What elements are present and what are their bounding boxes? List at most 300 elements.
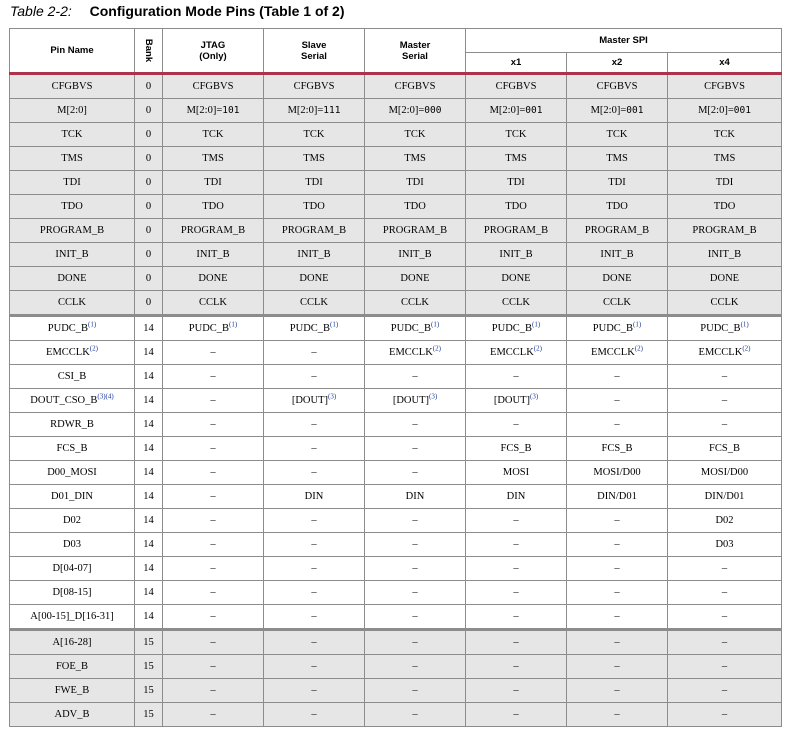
cell-spi-x2: – bbox=[567, 655, 668, 679]
cell-master-serial: TDI bbox=[365, 171, 466, 195]
cell-jtag: – bbox=[163, 461, 264, 485]
table-row bbox=[10, 291, 782, 316]
cell-bank: 0 bbox=[135, 99, 163, 123]
cell-spi-x1: – bbox=[466, 605, 567, 630]
cell-text: PUDC_B bbox=[289, 323, 331, 334]
cell-slave-serial: – bbox=[264, 413, 365, 437]
cell-bank: 14 bbox=[135, 437, 163, 461]
cell-spi-x2: TDI bbox=[567, 171, 668, 195]
cell-master-serial: INIT_B bbox=[365, 243, 466, 267]
cell-jtag: TCK bbox=[163, 123, 264, 147]
cell-jtag: – bbox=[163, 485, 264, 509]
cell-spi-x1 bbox=[466, 99, 567, 123]
footnote-ref[interactable]: (1) bbox=[740, 320, 749, 329]
mode-value: 000 bbox=[424, 105, 442, 116]
cell-pin-name: D03 bbox=[10, 533, 135, 557]
cell-text: M[2:0]= bbox=[590, 105, 627, 116]
cell-spi-x4: – bbox=[668, 557, 782, 581]
cell-spi-x4: CCLK bbox=[668, 291, 782, 316]
cell-slave-serial: TDI bbox=[264, 171, 365, 195]
mode-value: 001 bbox=[733, 105, 751, 116]
cell-spi-x1: INIT_B bbox=[466, 243, 567, 267]
cell-pin-name: FOE_B bbox=[10, 655, 135, 679]
cell-text: [DOUT] bbox=[392, 395, 429, 406]
cell-slave-serial: TCK bbox=[264, 123, 365, 147]
cell-spi-x2: – bbox=[567, 365, 668, 389]
table-row bbox=[10, 219, 782, 243]
cell-jtag: – bbox=[163, 581, 264, 605]
cell-text: EMCCLK bbox=[490, 347, 534, 358]
cell-slave-serial: – bbox=[264, 581, 365, 605]
cell-spi-x1 bbox=[466, 389, 567, 413]
table-row bbox=[10, 341, 782, 365]
cell-spi-x4: CFGBVS bbox=[668, 74, 782, 99]
cell-spi-x4: TCK bbox=[668, 123, 782, 147]
cell-jtag: – bbox=[163, 509, 264, 533]
cell-slave-serial: – bbox=[264, 557, 365, 581]
table-row bbox=[10, 605, 782, 630]
cell-master-serial: – bbox=[365, 703, 466, 727]
cell-jtag: TDO bbox=[163, 195, 264, 219]
cell-slave-serial: – bbox=[264, 703, 365, 727]
cell-text: PUDC_B bbox=[700, 323, 741, 334]
cell-spi-x4: – bbox=[668, 605, 782, 630]
cell-slave-serial: CFGBVS bbox=[264, 74, 365, 99]
cell-spi-x2 bbox=[567, 316, 668, 341]
table-row bbox=[10, 679, 782, 703]
cell-spi-x2: – bbox=[567, 679, 668, 703]
cell-pin-name: D01_DIN bbox=[10, 485, 135, 509]
cell-spi-x1: TMS bbox=[466, 147, 567, 171]
cell-master-serial: DONE bbox=[365, 267, 466, 291]
cell-spi-x2: FCS_B bbox=[567, 437, 668, 461]
cell-spi-x2: – bbox=[567, 557, 668, 581]
cell-pin-name: CSI_B bbox=[10, 365, 135, 389]
cell-jtag: TMS bbox=[163, 147, 264, 171]
table-row bbox=[10, 655, 782, 679]
configuration-mode-pins-table bbox=[9, 28, 782, 727]
cell-spi-x1: – bbox=[466, 413, 567, 437]
header-master-serial bbox=[365, 29, 466, 74]
cell-master-serial: CFGBVS bbox=[365, 74, 466, 99]
cell-spi-x4: D03 bbox=[668, 533, 782, 557]
cell-pin-name: PROGRAM_B bbox=[10, 219, 135, 243]
cell-jtag: – bbox=[163, 389, 264, 413]
cell-master-serial: – bbox=[365, 413, 466, 437]
cell-spi-x2: – bbox=[567, 509, 668, 533]
cell-jtag: – bbox=[163, 533, 264, 557]
cell-jtag: CFGBVS bbox=[163, 74, 264, 99]
cell-bank: 15 bbox=[135, 679, 163, 703]
header-master-serial-line1: Master bbox=[399, 39, 431, 51]
cell-master-serial: DIN bbox=[365, 485, 466, 509]
cell-pin-name: D[04-07] bbox=[10, 557, 135, 581]
cell-spi-x4: DIN/D01 bbox=[668, 485, 782, 509]
cell-jtag: – bbox=[163, 679, 264, 703]
cell-master-serial: PROGRAM_B bbox=[365, 219, 466, 243]
cell-pin-name: INIT_B bbox=[10, 243, 135, 267]
cell-master-serial: CCLK bbox=[365, 291, 466, 316]
cell-pin-name: DONE bbox=[10, 267, 135, 291]
footnote-ref[interactable]: (1) bbox=[330, 320, 339, 329]
cell-master-serial: TDO bbox=[365, 195, 466, 219]
cell-slave-serial: – bbox=[264, 461, 365, 485]
cell-spi-x2: MOSI/D00 bbox=[567, 461, 668, 485]
footnote-ref[interactable]: (1) bbox=[633, 320, 642, 329]
cell-spi-x4: – bbox=[668, 630, 782, 655]
cell-spi-x4: TMS bbox=[668, 147, 782, 171]
cell-jtag: INIT_B bbox=[163, 243, 264, 267]
cell-spi-x4: D02 bbox=[668, 509, 782, 533]
header-jtag-line2: (Only) bbox=[199, 50, 227, 62]
cell-spi-x2: – bbox=[567, 630, 668, 655]
cell-jtag: – bbox=[163, 703, 264, 727]
cell-bank: 14 bbox=[135, 341, 163, 365]
cell-bank: 14 bbox=[135, 533, 163, 557]
cell-pin-name: TCK bbox=[10, 123, 135, 147]
cell-spi-x1: – bbox=[466, 655, 567, 679]
footnote-ref[interactable]: (2) bbox=[533, 344, 542, 353]
cell-spi-x1: TDO bbox=[466, 195, 567, 219]
cell-pin-name: TMS bbox=[10, 147, 135, 171]
cell-spi-x1: CCLK bbox=[466, 291, 567, 316]
header-master-spi: Master SPI bbox=[466, 29, 782, 53]
cell-spi-x4: TDO bbox=[668, 195, 782, 219]
cell-jtag: PROGRAM_B bbox=[163, 219, 264, 243]
cell-text: PUDC_B bbox=[491, 323, 533, 334]
cell-slave-serial: INIT_B bbox=[264, 243, 365, 267]
cell-spi-x4: – bbox=[668, 703, 782, 727]
cell-text: [DOUT] bbox=[291, 395, 328, 406]
table-row bbox=[10, 74, 782, 99]
cell-slave-serial: TDO bbox=[264, 195, 365, 219]
table-row bbox=[10, 243, 782, 267]
table-row bbox=[10, 171, 782, 195]
table-body bbox=[10, 74, 782, 727]
header-bank-label: Bank bbox=[142, 38, 154, 63]
cell-spi-x2: – bbox=[567, 389, 668, 413]
header-x1: x1 bbox=[466, 53, 567, 74]
cell-spi-x1: – bbox=[466, 581, 567, 605]
cell-spi-x1: – bbox=[466, 533, 567, 557]
header-jtag-line1: JTAG bbox=[200, 39, 226, 51]
table-row bbox=[10, 485, 782, 509]
cell-spi-x2: CCLK bbox=[567, 291, 668, 316]
cell-master-serial: – bbox=[365, 605, 466, 630]
cell-bank: 0 bbox=[135, 147, 163, 171]
cell-spi-x2: TMS bbox=[567, 147, 668, 171]
header-x4: x4 bbox=[668, 53, 782, 74]
table-row bbox=[10, 413, 782, 437]
table-number: Table 2-2: bbox=[10, 3, 72, 19]
cell-spi-x2: DIN/D01 bbox=[567, 485, 668, 509]
cell-spi-x4: – bbox=[668, 413, 782, 437]
cell-master-serial: – bbox=[365, 557, 466, 581]
cell-pin-name: D00_MOSI bbox=[10, 461, 135, 485]
cell-spi-x2 bbox=[567, 99, 668, 123]
cell-spi-x4: – bbox=[668, 581, 782, 605]
cell-pin-name bbox=[10, 316, 135, 341]
cell-text: PUDC_B bbox=[390, 323, 432, 334]
cell-text: EMCCLK bbox=[389, 347, 433, 358]
cell-pin-name: D02 bbox=[10, 509, 135, 533]
cell-slave-serial: – bbox=[264, 533, 365, 557]
cell-slave-serial: DIN bbox=[264, 485, 365, 509]
cell-spi-x4: – bbox=[668, 679, 782, 703]
cell-spi-x1: MOSI bbox=[466, 461, 567, 485]
table-row bbox=[10, 461, 782, 485]
cell-master-serial: – bbox=[365, 461, 466, 485]
cell-bank: 0 bbox=[135, 195, 163, 219]
cell-spi-x1: FCS_B bbox=[466, 437, 567, 461]
cell-text: PUDC_B bbox=[47, 323, 89, 334]
header-master-serial-line2: Serial bbox=[402, 50, 428, 62]
cell-jtag: – bbox=[163, 557, 264, 581]
cell-jtag: – bbox=[163, 437, 264, 461]
footnote-ref[interactable]: (1) bbox=[88, 320, 97, 329]
cell-spi-x1: – bbox=[466, 365, 567, 389]
cell-bank: 14 bbox=[135, 485, 163, 509]
cell-bank: 14 bbox=[135, 461, 163, 485]
cell-pin-name: TDI bbox=[10, 171, 135, 195]
cell-bank: 15 bbox=[135, 655, 163, 679]
cell-jtag: – bbox=[163, 655, 264, 679]
cell-jtag bbox=[163, 99, 264, 123]
table-row bbox=[10, 389, 782, 413]
cell-bank: 0 bbox=[135, 243, 163, 267]
cell-text: M[2:0]= bbox=[388, 105, 425, 116]
cell-master-serial: – bbox=[365, 630, 466, 655]
cell-bank: 0 bbox=[135, 291, 163, 316]
cell-slave-serial: PROGRAM_B bbox=[264, 219, 365, 243]
table-caption bbox=[10, 3, 345, 25]
cell-master-serial bbox=[365, 389, 466, 413]
cell-spi-x2: – bbox=[567, 703, 668, 727]
header-slave-serial-line1: Slave bbox=[301, 39, 327, 51]
cell-slave-serial: – bbox=[264, 437, 365, 461]
cell-jtag bbox=[163, 316, 264, 341]
cell-jtag: – bbox=[163, 341, 264, 365]
cell-text: EMCCLK bbox=[698, 347, 743, 358]
cell-spi-x1: TCK bbox=[466, 123, 567, 147]
cell-master-serial bbox=[365, 99, 466, 123]
cell-spi-x1: – bbox=[466, 703, 567, 727]
cell-spi-x1: DONE bbox=[466, 267, 567, 291]
header-jtag bbox=[163, 29, 264, 74]
cell-spi-x1: – bbox=[466, 630, 567, 655]
cell-text: DOUT_CSO_B bbox=[30, 395, 98, 406]
cell-master-serial: – bbox=[365, 365, 466, 389]
cell-spi-x4 bbox=[668, 99, 782, 123]
cell-text: M[2:0]= bbox=[287, 105, 324, 116]
table-row bbox=[10, 581, 782, 605]
cell-bank: 14 bbox=[135, 509, 163, 533]
cell-spi-x1: TDI bbox=[466, 171, 567, 195]
cell-bank: 14 bbox=[135, 557, 163, 581]
cell-bank: 14 bbox=[135, 605, 163, 630]
table-row bbox=[10, 557, 782, 581]
header-slave-serial-line2: Serial bbox=[301, 50, 327, 62]
table-row bbox=[10, 703, 782, 727]
cell-jtag: TDI bbox=[163, 171, 264, 195]
table-row bbox=[10, 123, 782, 147]
cell-spi-x4: DONE bbox=[668, 267, 782, 291]
footnote-ref[interactable]: (1) bbox=[431, 320, 440, 329]
cell-jtag: CCLK bbox=[163, 291, 264, 316]
cell-master-serial bbox=[365, 316, 466, 341]
cell-bank: 14 bbox=[135, 581, 163, 605]
cell-spi-x4: – bbox=[668, 389, 782, 413]
cell-slave-serial bbox=[264, 99, 365, 123]
cell-spi-x1 bbox=[466, 316, 567, 341]
mode-value: 001 bbox=[626, 105, 644, 116]
footnote-ref[interactable]: (2) bbox=[89, 344, 98, 353]
cell-jtag: – bbox=[163, 630, 264, 655]
footnote-ref[interactable]: (2) bbox=[634, 344, 643, 353]
cell-bank: 0 bbox=[135, 123, 163, 147]
cell-slave-serial: – bbox=[264, 679, 365, 703]
cell-text: PUDC_B bbox=[188, 323, 230, 334]
cell-spi-x1: DIN bbox=[466, 485, 567, 509]
cell-spi-x2: – bbox=[567, 413, 668, 437]
cell-pin-name: ADV_B bbox=[10, 703, 135, 727]
cell-spi-x4: TDI bbox=[668, 171, 782, 195]
cell-slave-serial: – bbox=[264, 341, 365, 365]
cell-text: M[2:0]= bbox=[698, 105, 734, 116]
cell-pin-name: CFGBVS bbox=[10, 74, 135, 99]
cell-master-serial: – bbox=[365, 509, 466, 533]
cell-master-serial: TMS bbox=[365, 147, 466, 171]
cell-text: M[2:0]= bbox=[186, 105, 223, 116]
cell-slave-serial: CCLK bbox=[264, 291, 365, 316]
cell-spi-x2 bbox=[567, 341, 668, 365]
cell-spi-x2: TCK bbox=[567, 123, 668, 147]
cell-slave-serial bbox=[264, 316, 365, 341]
cell-pin-name: RDWR_B bbox=[10, 413, 135, 437]
cell-spi-x2: CFGBVS bbox=[567, 74, 668, 99]
footnote-ref[interactable]: (3) bbox=[327, 392, 337, 401]
cell-spi-x2: – bbox=[567, 533, 668, 557]
cell-text: [DOUT] bbox=[493, 395, 530, 406]
cell-slave-serial bbox=[264, 389, 365, 413]
mode-value: 001 bbox=[525, 105, 543, 116]
cell-pin-name: D[08-15] bbox=[10, 581, 135, 605]
cell-bank: 0 bbox=[135, 171, 163, 195]
cell-spi-x4: FCS_B bbox=[668, 437, 782, 461]
cell-text: EMCCLK bbox=[46, 347, 90, 358]
table-row bbox=[10, 316, 782, 341]
header-slave-serial bbox=[264, 29, 365, 74]
cell-slave-serial: TMS bbox=[264, 147, 365, 171]
header-x2: x2 bbox=[567, 53, 668, 74]
cell-bank: 0 bbox=[135, 219, 163, 243]
cell-spi-x1: – bbox=[466, 557, 567, 581]
cell-pin-name: TDO bbox=[10, 195, 135, 219]
table-row bbox=[10, 533, 782, 557]
footnote-ref[interactable]: (2) bbox=[432, 344, 441, 353]
cell-bank: 14 bbox=[135, 413, 163, 437]
cell-spi-x2: INIT_B bbox=[567, 243, 668, 267]
cell-bank: 14 bbox=[135, 316, 163, 341]
cell-spi-x4 bbox=[668, 316, 782, 341]
cell-spi-x2: TDO bbox=[567, 195, 668, 219]
table-row bbox=[10, 195, 782, 219]
footnote-ref[interactable]: (3) bbox=[428, 392, 438, 401]
table-row bbox=[10, 365, 782, 389]
cell-text: PUDC_B bbox=[592, 323, 634, 334]
cell-spi-x2: PROGRAM_B bbox=[567, 219, 668, 243]
cell-spi-x1: – bbox=[466, 509, 567, 533]
cell-spi-x4: PROGRAM_B bbox=[668, 219, 782, 243]
cell-jtag: – bbox=[163, 365, 264, 389]
cell-master-serial: – bbox=[365, 655, 466, 679]
cell-spi-x1 bbox=[466, 341, 567, 365]
cell-master-serial: TCK bbox=[365, 123, 466, 147]
cell-bank: 15 bbox=[135, 630, 163, 655]
cell-slave-serial: – bbox=[264, 655, 365, 679]
cell-jtag: DONE bbox=[163, 267, 264, 291]
cell-spi-x4: – bbox=[668, 655, 782, 679]
cell-jtag: – bbox=[163, 413, 264, 437]
mode-value: 101 bbox=[222, 105, 240, 116]
footnote-ref[interactable]: (2) bbox=[742, 344, 751, 353]
header-bank bbox=[135, 29, 163, 74]
footnote-ref[interactable]: (1) bbox=[229, 320, 238, 329]
cell-master-serial: – bbox=[365, 533, 466, 557]
cell-slave-serial: – bbox=[264, 605, 365, 630]
cell-spi-x1: – bbox=[466, 679, 567, 703]
cell-master-serial: – bbox=[365, 437, 466, 461]
cell-slave-serial: – bbox=[264, 509, 365, 533]
cell-spi-x2: – bbox=[567, 581, 668, 605]
cell-slave-serial: – bbox=[264, 365, 365, 389]
cell-spi-x4: – bbox=[668, 365, 782, 389]
cell-slave-serial: – bbox=[264, 630, 365, 655]
mode-value: 111 bbox=[323, 105, 341, 116]
table-row bbox=[10, 509, 782, 533]
cell-spi-x4: MOSI/D00 bbox=[668, 461, 782, 485]
cell-master-serial: – bbox=[365, 581, 466, 605]
cell-pin-name: A[16-28] bbox=[10, 630, 135, 655]
table-row bbox=[10, 630, 782, 655]
cell-spi-x1: PROGRAM_B bbox=[466, 219, 567, 243]
cell-master-serial: – bbox=[365, 679, 466, 703]
footnote-ref[interactable]: (1) bbox=[532, 320, 541, 329]
cell-spi-x4 bbox=[668, 341, 782, 365]
footnote-ref[interactable]: (3)(4) bbox=[97, 392, 114, 401]
cell-bank: 0 bbox=[135, 74, 163, 99]
cell-text: M[2:0]= bbox=[489, 105, 526, 116]
cell-pin-name: M[2:0] bbox=[10, 99, 135, 123]
cell-pin-name: A[00-15]_D[16-31] bbox=[10, 605, 135, 630]
footnote-ref[interactable]: (3) bbox=[529, 392, 539, 401]
cell-bank: 15 bbox=[135, 703, 163, 727]
cell-bank: 14 bbox=[135, 389, 163, 413]
cell-pin-name bbox=[10, 389, 135, 413]
cell-text: EMCCLK bbox=[591, 347, 635, 358]
cell-spi-x2: – bbox=[567, 605, 668, 630]
cell-slave-serial: DONE bbox=[264, 267, 365, 291]
header-pin-name: Pin Name bbox=[10, 29, 135, 74]
cell-bank: 0 bbox=[135, 267, 163, 291]
cell-pin-name: CCLK bbox=[10, 291, 135, 316]
cell-spi-x1: CFGBVS bbox=[466, 74, 567, 99]
cell-pin-name: FWE_B bbox=[10, 679, 135, 703]
cell-pin-name: FCS_B bbox=[10, 437, 135, 461]
table-row bbox=[10, 437, 782, 461]
table-row bbox=[10, 99, 782, 123]
cell-spi-x4: INIT_B bbox=[668, 243, 782, 267]
